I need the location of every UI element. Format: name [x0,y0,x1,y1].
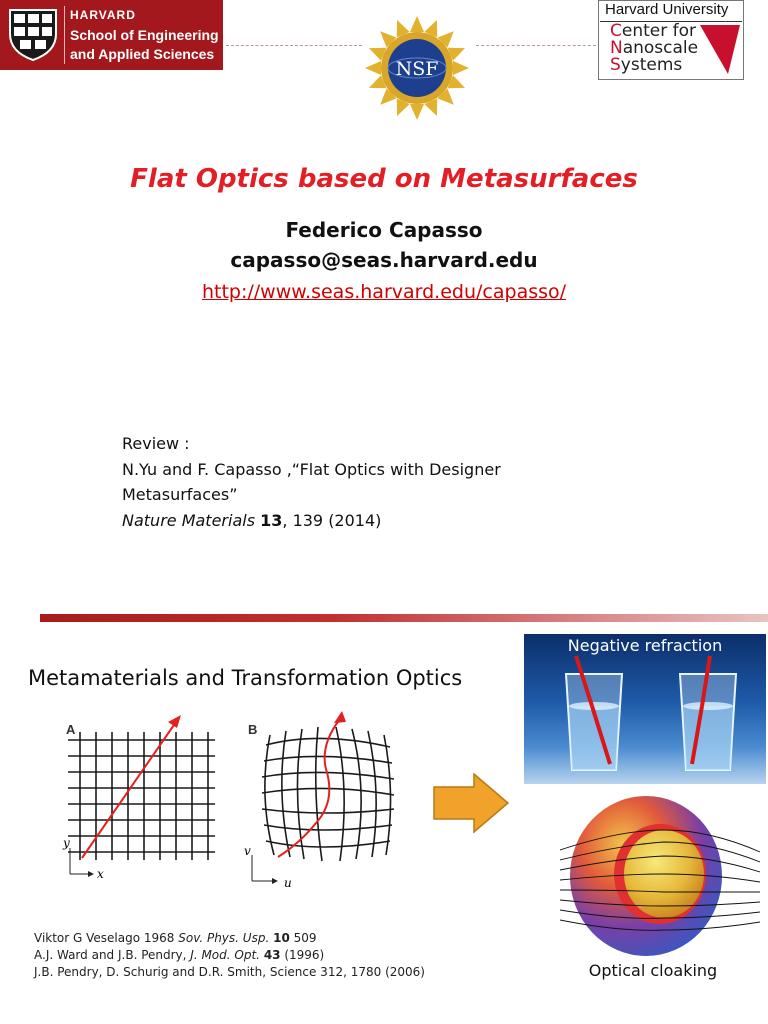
review-heading: Review : [122,434,190,453]
seas-logo-school: School of Engineering [70,27,219,43]
panel-b-label: B [248,722,258,737]
author-email: capasso@seas.harvard.edu [230,248,538,272]
review-journal-line: Nature Materials 13, 139 (2014) [122,511,382,530]
panel-b-v-axis-label: v [244,844,251,858]
cns-logo-center: Center for [610,21,697,41]
nsf-logo [362,12,472,124]
review-citation-line2: Metasurfaces” [122,485,238,504]
panel-a-grid-figure [60,710,220,892]
homepage-link[interactable]: http://www.seas.harvard.edu/capasso/ [201,281,567,303]
page-title: Flat Optics based on Metasurfaces [130,164,638,194]
cns-logo-systems: Systems [610,55,683,75]
reference-ward-pendry: A.J. Ward and J.B. Pendry, J. Mod. Opt. 43 (1996) [34,948,325,962]
review-citation-line1: N.Yu and F. Capasso ,“Flat Optics with Designer [122,460,501,479]
reference-pendry-schurig-smith: J.B. Pendry, D. Schurig and D.R. Smith, Science 312, 1780 (2006) [34,965,425,979]
author-name: Federico Capasso [285,218,483,242]
nsf-logo-text: NSF [395,58,439,80]
optical-cloaking-label: Optical cloaking [588,961,718,980]
panel-b-u-axis-label: u [284,876,292,890]
negative-refraction-image [524,634,766,784]
panel-a-label: A [66,722,76,737]
header-dashed-line-left [226,45,362,46]
section-divider [40,614,768,622]
seas-logo-applied: and Applied Sciences [70,46,215,62]
orange-right-arrow-icon [432,772,510,834]
header-dashed-line-right [476,45,596,46]
cns-logo-nanoscale: Nanoscale [610,38,699,58]
optical-cloaking-image [560,790,760,960]
section-heading: Metamaterials and Transformation Optics [28,666,463,690]
seas-logo-harvard: HARVARD [70,8,136,22]
water-glass-left [566,656,622,770]
logo-divider [64,6,65,64]
cns-red-triangle-icon [698,22,742,76]
panel-a-y-axis-label: y [63,836,70,850]
panel-b-distorted-grid-figure [240,705,415,895]
reference-veselago: Viktor G Veselago 1968 Sov. Phys. Usp. 10 509 [34,931,317,945]
harvard-shield-icon [8,8,58,62]
negative-refraction-label: Negative refraction [567,636,723,655]
cns-logo-harvard-university: Harvard University [605,1,729,18]
water-glass-right [680,656,736,770]
panel-a-x-axis-label: x [97,867,104,881]
